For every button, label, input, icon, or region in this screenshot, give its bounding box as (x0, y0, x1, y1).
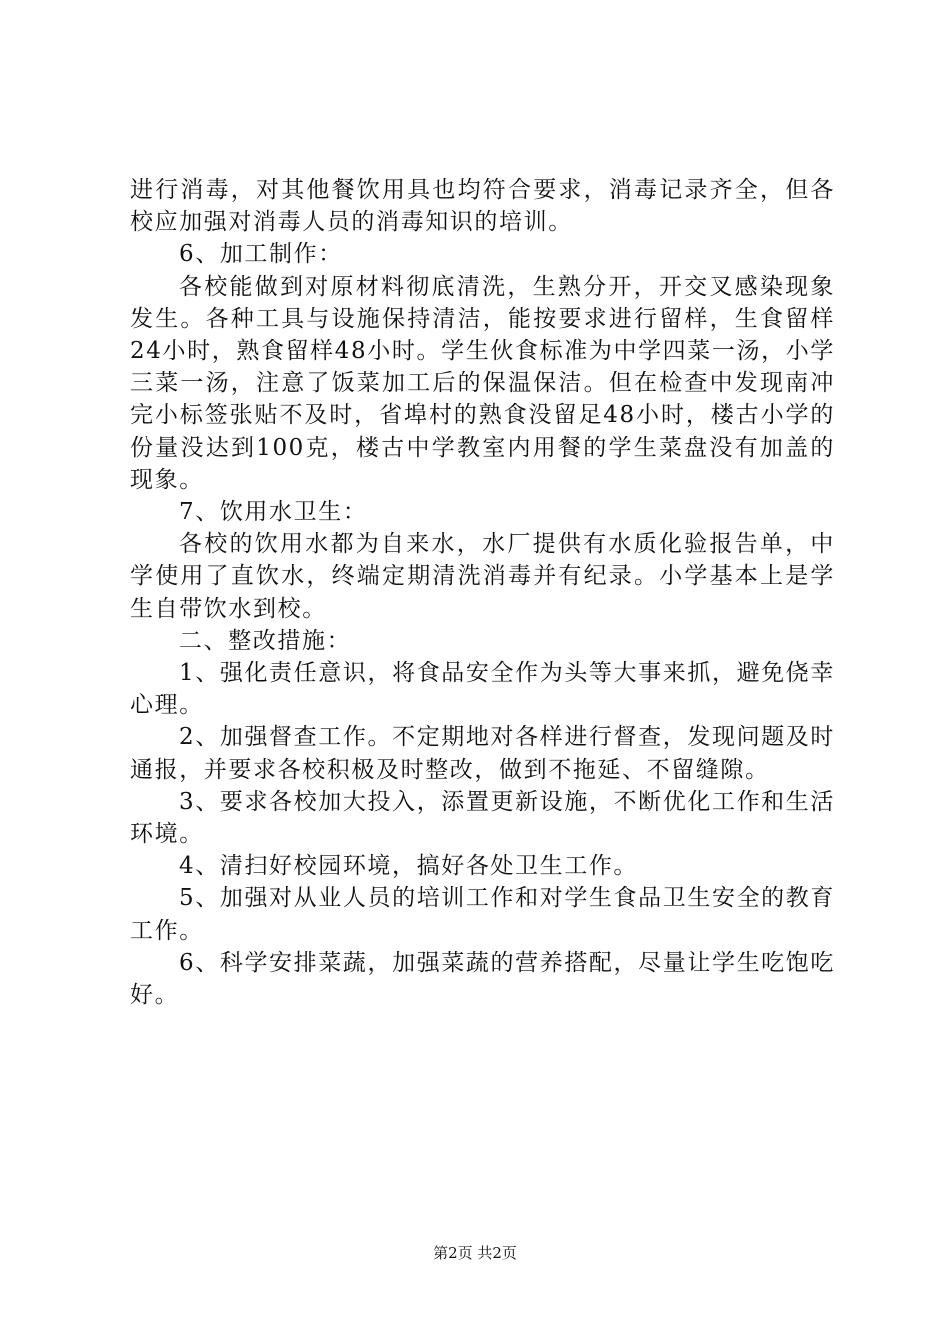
measure-item-6: 6、科学安排菜蔬，加强菜蔬的营养搭配，尽量让学生吃饱吃好。 (130, 949, 835, 1009)
measure-item-5: 5、加强对从业人员的培训工作和对学生食品卫生安全的教育工作。 (130, 885, 835, 944)
measure-item-4: 4、清扫好校园环境，搞好各处卫生工作。 (179, 853, 639, 880)
paragraph-disinfection-continued: 进行消毒，对其他餐饮用具也均符合要求，消毒记录齐全，但各校应加强对消毒人员的消毒知识的培训。 (130, 177, 835, 236)
page-number-footer: 第2页 共2页 (433, 1244, 517, 1262)
paragraph-drinking-water: 各校的饮用水都为自来水，水厂提供有水质化验报告单，中学使用了直饮水，终端定期清洗消毒并有纪录。小学基本上是学生自带饮水到校。 (130, 531, 835, 622)
heading-processing: 6、加工制作： (179, 241, 343, 268)
measure-item-1: 1、强化责任意识，将食品安全作为头等大事来抓，避免侥幸心理。 (130, 660, 835, 719)
heading-rectification-measures: 二、整改措施： (179, 627, 352, 654)
measure-item-2: 2、加强督查工作。不定期地对各样进行督查，发现问题及时通报，并要求各校积极及时整改，做到不拖延、不留缝隙。 (130, 724, 835, 783)
measure-item-3: 3、要求各校加大投入，添置更新设施，不断优化工作和生活环境。 (130, 788, 835, 848)
document-body (130, 174, 835, 1011)
paragraph-processing: 各校能做到对原材料彻底清洗，生熟分开，开交叉感染现象发生。各种工具与设施保持清洁，能按要求进行留样，生食留样24小时，熟食留样48小时。学生伙食标准为中学四菜一汤，小学三菜一汤，注意了饭菜加工后的保温保洁。但在检查中发现南冲完小标签张贴不及时，省埠村的熟食没留足48小时，楼古小学的份量没达到100克，楼古中学教室内用餐的学生菜盘没有加盖的现象。 (130, 273, 835, 493)
heading-drinking-water: 7、饮用水卫生： (179, 499, 368, 526)
